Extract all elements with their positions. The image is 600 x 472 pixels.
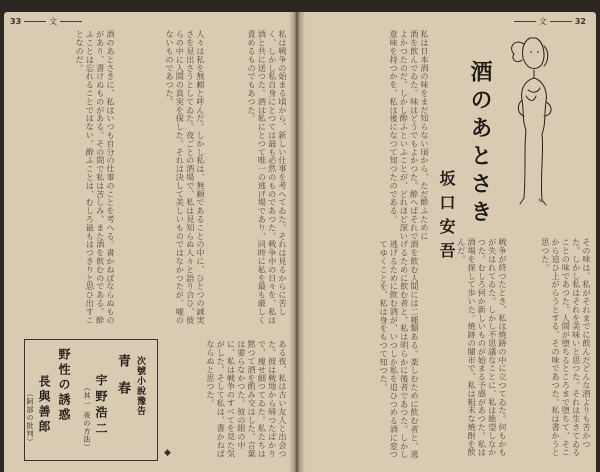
folio-rule — [60, 21, 82, 22]
illustrator-signature: ✎ — [538, 198, 544, 205]
ad-note: （其一 夜の方法） — [83, 384, 91, 452]
ad-author: 宇野浩二 — [94, 374, 108, 438]
body-text-block: 戦争が終つたとき、私は焼跡の中に立つてゐた。何もかもが失はれてゐた。しかし不思議なことに、私は絶望しなかつた。むしろ何か新しいものが始まる予感があつた。私は酒場を探して歩いた。焼跡の闇市で、私は粗末な焼酎を飲んだ。 — [456, 238, 508, 457]
right-folio — [511, 16, 586, 27]
left-folio — [10, 16, 85, 27]
body-text-block: ある夜、私は古い友人と出会つた。彼は戦地から帰つたばかりで、痩せ細つてゐた。私たちは黙つて酒を酌み交はした。言葉は要らなかつた。彼の眼の中に、私は戦争のすべてを見た気がした。そして私は、書かねばならぬと思つた。 — [205, 340, 288, 458]
folio-mark: 文 — [538, 17, 547, 26]
body-text-block: 私は日本酒の味をまだ知らない頃から、ただ酔ふために酒を飲んでゐた。味はどうでもよかつた。酔へばそれでよかつたのだ。しかし酔ふといふことが、どれほど深い意味を持つかを、私は後になつて知つたのである。 — [389, 30, 430, 240]
woman-illustration — [500, 30, 590, 210]
article-author: 坂口安吾 — [437, 170, 456, 266]
folio-rule — [550, 21, 572, 22]
folio-rule — [24, 21, 46, 22]
ad-title: 青春 — [115, 354, 130, 408]
folio-mark: 文 — [49, 17, 58, 26]
body-text-block: 私は戦争の始まる頃から、新しい仕事を考へてゐた。それは見るからに苦しく、しかし私自身にとつては最も必然のものであつた。戦争中の日々を、私は酒と共に送つた。酒は私にとつて唯一の逃げ場であり、同時に私を最も厳しく責めるものでもあつた。 — [247, 30, 288, 324]
article-title — [466, 60, 494, 228]
page-number: 32 — [574, 17, 586, 26]
body-text-block: 酒を飲む人間には二種類ある。楽しむために飲む者と、逃げるために飲む者と。私は明らかに後者であつた。しかし逃げるために飲む酒が、いつしか私を追ひつめる酒に変つてゆくことを、私は身をもつて知つた。 — [379, 240, 420, 459]
ornament-icon: ◆ — [164, 448, 171, 458]
body-text-block: その味は、私がそれまでに飲んだどんな酒よりも苦かつた。しかし私はそれを美味いと思つた。それは生きてゐることの味であつた。人間が堕ちるところまで堕ちて、そこから這ひ上がらうとする、その味であつた。私は書かうと思つた。 — [540, 238, 592, 457]
folio-rule — [514, 21, 536, 22]
body-text-block: 人々は私を無頼と呼んだ。しかし私は、無頼であることの中に、ひとつの誠実さを見出さうとしてゐた。夜ごとの酒場で、私は見知らぬ人々と語り合ひ、彼らの中に人間の真実を探した。それは決して美しいものではなかつたが、嘘のないものであつた。 — [165, 30, 206, 324]
page-number: 33 — [10, 17, 22, 26]
article-title-text: 酒のあとさき — [467, 60, 493, 228]
ad-title: 野性の誘惑 — [57, 348, 71, 423]
body-text-block: 酒のあとさきに、私はいつも自分の仕事のことを考へる。書かねばならぬものがあり、書けぬものがある。その間で私は苦しみ、また酒を飲むのである。酔ふことは忘れることではない。酔ふことは、むしろ最もはつきりと思ひ出すことなのだ。 — [75, 30, 116, 324]
book-gutter — [289, 12, 305, 472]
ad-note: （阿部の批判） — [26, 390, 34, 446]
ad-author: 長與善郎 — [37, 375, 51, 435]
ad-heading: 次號小說豫告 — [135, 356, 145, 416]
